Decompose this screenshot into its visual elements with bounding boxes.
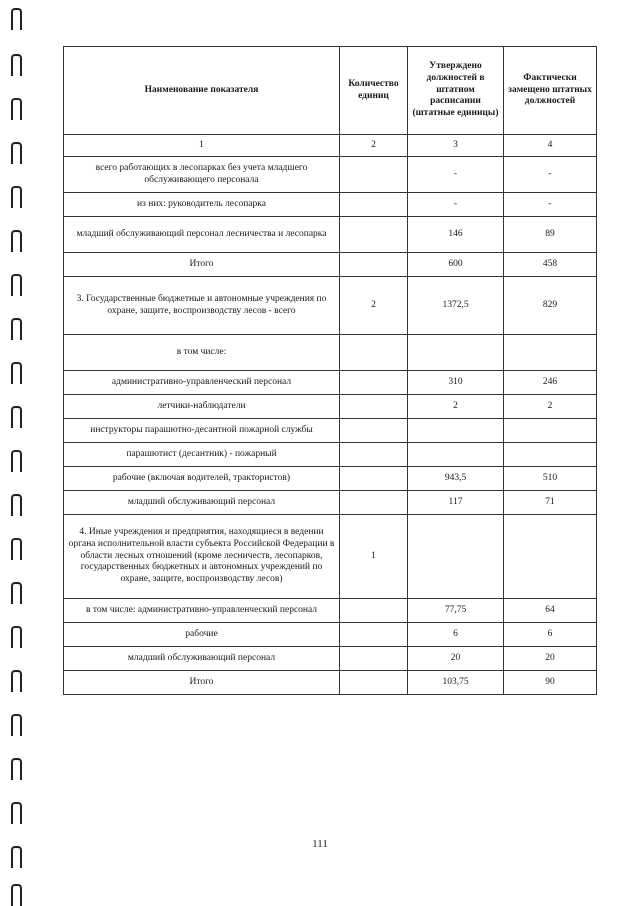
row-actual: 246: [504, 371, 597, 395]
binding-ring: [11, 494, 22, 516]
row-actual: 20: [504, 647, 597, 671]
row-label: парашютист (десантник) - пожарный: [64, 443, 340, 467]
binding-ring: [11, 802, 22, 824]
table-row: [64, 371, 597, 395]
row-approved: 600: [408, 253, 504, 277]
table-row: [64, 157, 597, 193]
row-actual: 89: [504, 217, 597, 253]
binding-ring: [11, 406, 22, 428]
table-row: [64, 419, 597, 443]
row-label: всего работающих в лесопарках без учета младшего обслуживающего персонала: [64, 157, 340, 193]
table-row: [64, 193, 597, 217]
row-units: [340, 443, 408, 467]
column-number-row: [64, 135, 597, 157]
table-row: [64, 491, 597, 515]
row-label: рабочие: [64, 623, 340, 647]
row-approved: [408, 335, 504, 371]
row-approved: 146: [408, 217, 504, 253]
binding-ring: [11, 54, 22, 76]
binding-ring: [11, 758, 22, 780]
row-actual: 64: [504, 599, 597, 623]
row-label: Итого: [64, 671, 340, 695]
table-row: [64, 515, 597, 599]
row-units: [340, 647, 408, 671]
table-row: [64, 335, 597, 371]
row-actual: [504, 335, 597, 371]
column-number: 4: [504, 135, 597, 157]
row-label: в том числе: административно-управленческий персонал: [64, 599, 340, 623]
row-units: 2: [340, 277, 408, 335]
table-row: [64, 277, 597, 335]
row-units: [340, 371, 408, 395]
binding-ring: [11, 362, 22, 384]
page-number: 111: [312, 838, 328, 850]
row-actual: [504, 419, 597, 443]
table-row: [64, 395, 597, 419]
row-units: [340, 467, 408, 491]
header-approved: Утверждено должностей в штатном расписании (штатные единицы): [408, 47, 504, 135]
row-label: в том числе:: [64, 335, 340, 371]
row-approved: 20: [408, 647, 504, 671]
row-actual: 90: [504, 671, 597, 695]
row-label: 3. Государственные бюджетные и автономные учреждения по охране, защите, воспроизводству лесов - всего: [64, 277, 340, 335]
row-approved: [408, 443, 504, 467]
row-approved: 117: [408, 491, 504, 515]
row-label: рабочие (включая водителей, трактористов): [64, 467, 340, 491]
row-actual: -: [504, 157, 597, 193]
table-row: [64, 217, 597, 253]
row-units: [340, 599, 408, 623]
column-number: 2: [340, 135, 408, 157]
row-approved: [408, 419, 504, 443]
row-approved: 2: [408, 395, 504, 419]
header-indicator: Наименование показателя: [64, 47, 340, 135]
binding-ring: [11, 186, 22, 208]
row-actual: 510: [504, 467, 597, 491]
row-label: летчики-наблюдатели: [64, 395, 340, 419]
row-units: [340, 419, 408, 443]
binding-ring: [11, 274, 22, 296]
header-row: [64, 47, 597, 135]
row-actual: 458: [504, 253, 597, 277]
spiral-binding: [8, 0, 24, 905]
binding-ring: [11, 538, 22, 560]
binding-ring: [11, 98, 22, 120]
row-actual: [504, 515, 597, 599]
header-actual: Фактически замещено штатных должностей: [504, 47, 597, 135]
row-actual: 71: [504, 491, 597, 515]
binding-ring: [11, 142, 22, 164]
row-units: [340, 623, 408, 647]
row-actual: -: [504, 193, 597, 217]
table-row: [64, 599, 597, 623]
binding-ring: [11, 884, 22, 906]
row-units: [340, 395, 408, 419]
header-units: Количество единиц: [340, 47, 408, 135]
row-units: [340, 157, 408, 193]
row-approved: 943,5: [408, 467, 504, 491]
row-units: [340, 193, 408, 217]
row-approved: -: [408, 157, 504, 193]
table-row: [64, 623, 597, 647]
row-label: Итого: [64, 253, 340, 277]
row-approved: [408, 515, 504, 599]
binding-ring: [11, 8, 22, 30]
binding-ring: [11, 582, 22, 604]
row-units: 1: [340, 515, 408, 599]
row-actual: 6: [504, 623, 597, 647]
row-approved: -: [408, 193, 504, 217]
row-approved: 103,75: [408, 671, 504, 695]
row-label: младший обслуживающий персонал: [64, 491, 340, 515]
binding-ring: [11, 230, 22, 252]
binding-ring: [11, 714, 22, 736]
row-units: [340, 491, 408, 515]
row-actual: 2: [504, 395, 597, 419]
binding-ring: [11, 450, 22, 472]
row-approved: 1372,5: [408, 277, 504, 335]
row-actual: 829: [504, 277, 597, 335]
row-units: [340, 335, 408, 371]
row-label: 4. Иные учреждения и предприятия, находящиеся в ведении органа исполнительной власти субъекта Российской Федерации в области лесных отношений (кроме лесничеств, лесопарков, государственных бюджетных и автономных учреждений по охране, защите, воспроизводству лесов): [64, 515, 340, 599]
table-row: [64, 467, 597, 491]
row-label: младший обслуживающий персонал: [64, 647, 340, 671]
row-label: административно-управленческий персонал: [64, 371, 340, 395]
table-row: [64, 253, 597, 277]
row-approved: 6: [408, 623, 504, 647]
row-approved: 77,75: [408, 599, 504, 623]
row-units: [340, 671, 408, 695]
row-units: [340, 253, 408, 277]
table-row: [64, 443, 597, 467]
row-label: инструкторы парашютно-десантной пожарной службы: [64, 419, 340, 443]
table-row: [64, 647, 597, 671]
row-units: [340, 217, 408, 253]
row-approved: 310: [408, 371, 504, 395]
row-actual: [504, 443, 597, 467]
binding-ring: [11, 670, 22, 692]
binding-ring: [11, 318, 22, 340]
staffing-table: [63, 46, 597, 695]
table-row: [64, 671, 597, 695]
binding-ring: [11, 626, 22, 648]
row-label: из них: руководитель лесопарка: [64, 193, 340, 217]
column-number: 3: [408, 135, 504, 157]
column-number: 1: [64, 135, 340, 157]
row-label: младший обслуживающий персонал лесничества и лесопарка: [64, 217, 340, 253]
